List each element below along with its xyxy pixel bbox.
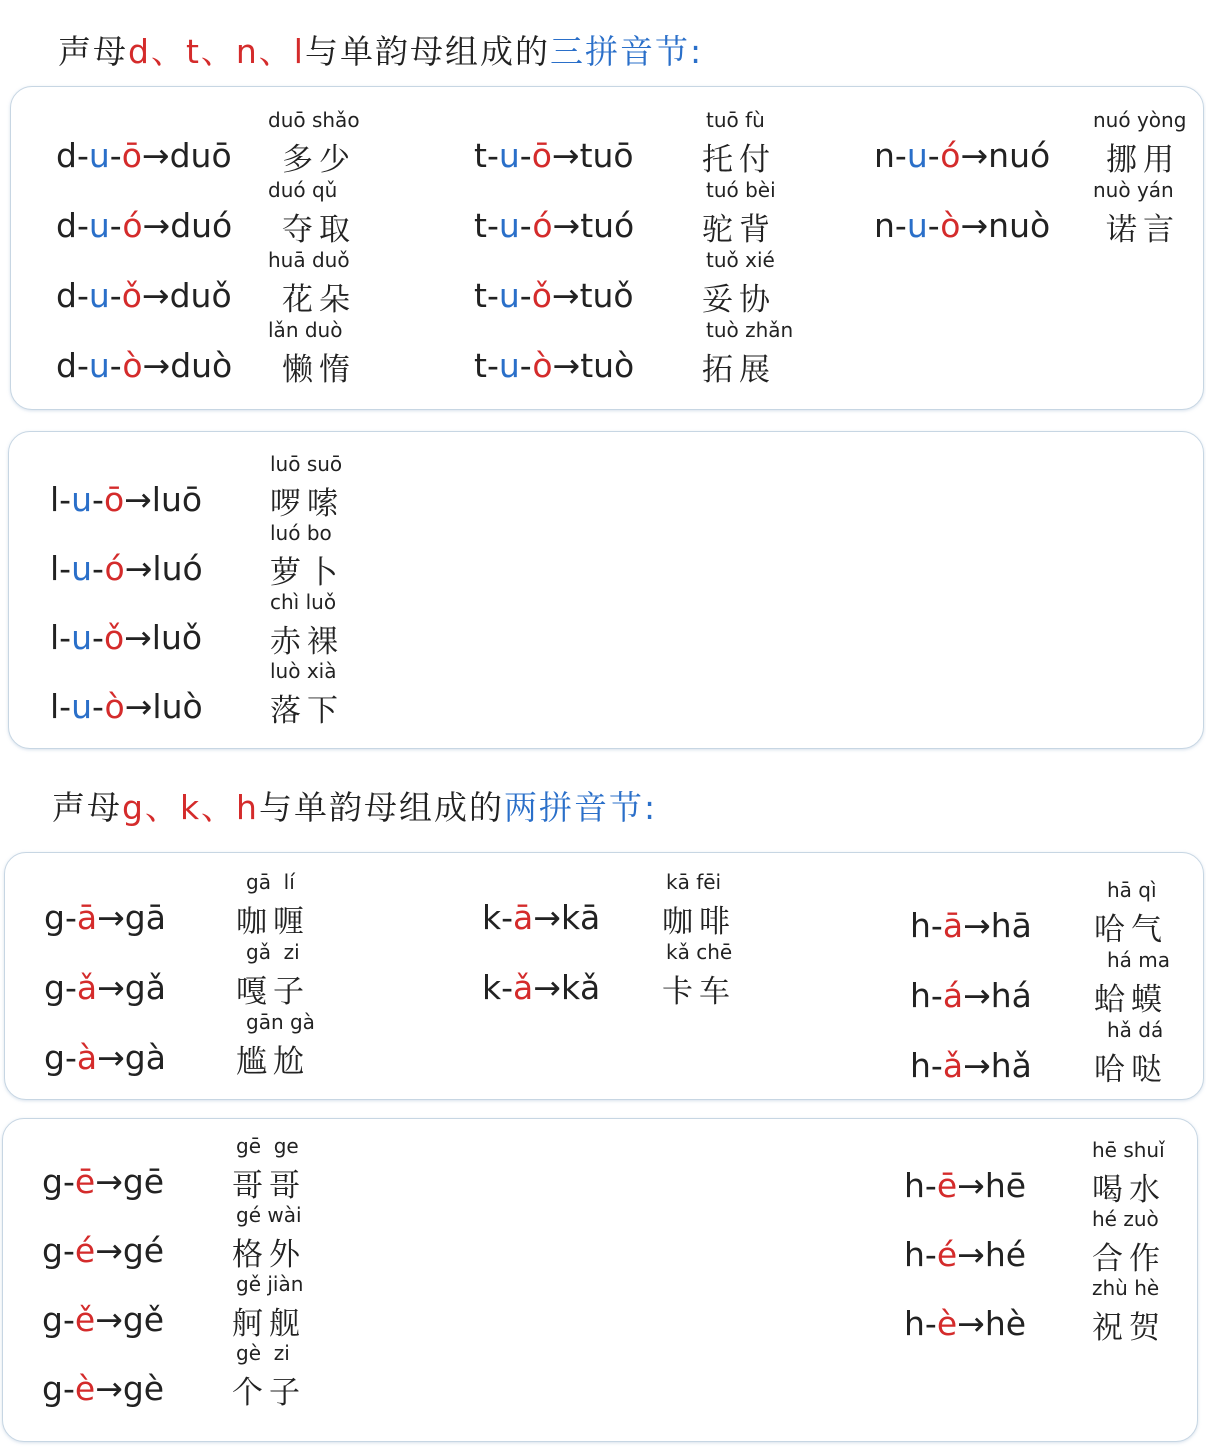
- word-pinyin: nuó yòng: [1093, 108, 1187, 132]
- syllable-formula: [482, 898, 600, 937]
- word-pinyin: hā qì: [1107, 878, 1157, 902]
- hyphen: -: [486, 206, 499, 245]
- initial-letter: h: [910, 976, 931, 1015]
- initial-letter: t: [474, 276, 487, 315]
- hyphen: -: [109, 276, 122, 315]
- final-vowel: è: [936, 1304, 958, 1343]
- word-pinyin: kǎ chē: [666, 940, 733, 964]
- initial-letter: l: [50, 549, 60, 588]
- example-word: 哥哥: [232, 1168, 306, 1204]
- hyphen: -: [109, 206, 123, 245]
- hyphen: -: [924, 1235, 937, 1274]
- final-vowel: ò: [532, 346, 553, 385]
- initial-letter: g: [44, 898, 65, 937]
- heading-mid: 与单韵母组成的: [258, 788, 504, 827]
- arrow-icon: →: [142, 206, 171, 245]
- word-pinyin: há ma: [1107, 948, 1171, 972]
- arrow-icon: →: [97, 968, 125, 1007]
- medial-vowel: u: [498, 276, 520, 315]
- initial-letter: d: [56, 206, 77, 245]
- syllable-formula: [56, 206, 232, 245]
- example-word: 萝卜: [270, 555, 344, 591]
- hyphen: -: [64, 968, 77, 1007]
- arrow-icon: →: [97, 1038, 125, 1077]
- hyphen: -: [92, 618, 104, 657]
- example-word: 拓展: [702, 352, 776, 388]
- example-word: 哈气: [1094, 912, 1168, 948]
- arrow-icon: →: [124, 480, 152, 519]
- syllable-formula: [44, 898, 166, 937]
- initial-letter: d: [56, 346, 77, 385]
- syllable-formula: [904, 1304, 1026, 1343]
- initial-letter: h: [904, 1304, 925, 1343]
- medial-vowel: u: [498, 136, 520, 175]
- hyphen: -: [64, 1038, 77, 1077]
- syllable-result: gè: [122, 1369, 165, 1408]
- hyphen: -: [501, 898, 514, 937]
- hyphen: -: [62, 1162, 75, 1201]
- medial-vowel: u: [71, 687, 93, 726]
- syllable-result: kǎ: [560, 968, 601, 1007]
- syllable-formula: [874, 206, 1050, 245]
- syllable-formula: [42, 1369, 164, 1408]
- initial-letter: g: [42, 1162, 63, 1201]
- initial-letter: d: [56, 136, 77, 175]
- syllable-result: duǒ: [169, 276, 232, 315]
- medial-vowel: u: [906, 136, 928, 175]
- syllable-formula: [904, 1166, 1026, 1205]
- syllable-formula: [50, 549, 203, 588]
- example-word: 舸舰: [232, 1306, 306, 1342]
- word-pinyin: hē shuǐ: [1092, 1138, 1165, 1162]
- example-word: 哈哒: [1094, 1052, 1168, 1088]
- arrow-icon: →: [533, 968, 561, 1007]
- word-pinyin: tuó bèi: [706, 178, 776, 202]
- word-pinyin: duó qǔ: [268, 178, 338, 202]
- arrow-icon: →: [552, 206, 581, 245]
- final-vowel: ō: [531, 136, 552, 175]
- hyphen: -: [486, 136, 499, 175]
- syllable-formula: [904, 1235, 1026, 1274]
- hyphen: -: [62, 1300, 75, 1339]
- arrow-icon: →: [963, 976, 991, 1015]
- initial-letter: g: [42, 1231, 63, 1270]
- syllable-result: gē: [122, 1162, 165, 1201]
- arrow-icon: →: [552, 346, 581, 385]
- example-word: 夺取: [282, 212, 356, 248]
- syllable-formula: [482, 968, 600, 1007]
- arrow-icon: →: [141, 136, 170, 175]
- word-pinyin: zhù hè: [1092, 1276, 1160, 1300]
- word-pinyin: gān gà: [246, 1010, 315, 1034]
- example-word: 咖啡: [662, 904, 736, 940]
- final-vowel: ò: [940, 206, 961, 245]
- medial-vowel: u: [88, 136, 110, 175]
- syllable-formula: [44, 968, 166, 1007]
- hyphen: -: [92, 687, 105, 726]
- medial-vowel: u: [88, 206, 110, 245]
- example-word: 妥协: [702, 282, 776, 318]
- syllable-formula: [50, 687, 203, 726]
- final-vowel: ó: [104, 549, 125, 588]
- hyphen: -: [519, 276, 532, 315]
- syllable-result: nuó: [988, 136, 1051, 175]
- word-pinyin: luó bo: [270, 521, 332, 545]
- arrow-icon: →: [95, 1162, 123, 1201]
- word-pinyin: duō shǎo: [268, 108, 360, 132]
- final-vowel: ó: [940, 136, 961, 175]
- syllable-formula: [874, 136, 1050, 175]
- syllable-result: tuó: [580, 206, 635, 245]
- initial-letter: l: [50, 687, 60, 726]
- syllable-result: hé: [984, 1235, 1027, 1274]
- hyphen: -: [59, 549, 72, 588]
- initial-letter: l: [50, 480, 60, 519]
- arrow-icon: →: [124, 549, 153, 588]
- syllable-result: luó: [152, 549, 203, 588]
- syllable-result: tuō: [579, 136, 634, 175]
- example-word: 多少: [282, 142, 356, 178]
- final-vowel: ǎ: [942, 1046, 964, 1085]
- heading-kind: 两拼音节: [503, 788, 644, 827]
- example-word: 花朵: [282, 282, 356, 318]
- hyphen: -: [64, 898, 77, 937]
- example-word: 诺言: [1106, 212, 1180, 248]
- word-pinyin: gē ge: [236, 1134, 299, 1158]
- initial-letter: t: [474, 136, 487, 175]
- arrow-icon: →: [963, 1046, 991, 1085]
- heading-mid: 与单韵母组成的: [304, 32, 550, 71]
- final-vowel: ǎ: [76, 968, 98, 1007]
- medial-vowel: u: [88, 346, 110, 385]
- medial-vowel: u: [88, 276, 110, 315]
- final-vowel: ò: [104, 687, 125, 726]
- example-word: 格外: [232, 1237, 306, 1273]
- initial-letter: g: [42, 1300, 63, 1339]
- final-vowel: ō: [121, 136, 142, 175]
- example-word: 蛤蟆: [1094, 982, 1168, 1018]
- word-pinyin: huā duǒ: [268, 248, 350, 272]
- syllable-result: hē: [984, 1166, 1027, 1205]
- final-vowel: ó: [532, 206, 553, 245]
- final-vowel: ā: [513, 898, 534, 937]
- hyphen: -: [59, 618, 72, 657]
- arrow-icon: →: [551, 136, 580, 175]
- initial-letter: n: [874, 136, 895, 175]
- initial-letter: g: [44, 1038, 65, 1077]
- final-vowel: è: [74, 1369, 96, 1408]
- syllable-formula: [44, 1038, 166, 1077]
- arrow-icon: →: [957, 1166, 985, 1205]
- syllable-result: luò: [152, 687, 203, 726]
- final-vowel: ě: [74, 1300, 96, 1339]
- syllable-formula: [910, 976, 1032, 1015]
- word-pinyin: tuǒ xié: [706, 248, 775, 272]
- final-vowel: á: [942, 976, 964, 1015]
- word-pinyin: gǎ zi: [246, 940, 300, 964]
- hyphen: -: [894, 136, 907, 175]
- arrow-icon: →: [551, 276, 580, 315]
- final-vowel: ǒ: [121, 276, 142, 315]
- heading-kind: 三拼音节: [549, 32, 690, 71]
- hyphen: -: [930, 906, 943, 945]
- section-heading-three-part: [58, 26, 703, 73]
- word-pinyin: gé wài: [236, 1203, 302, 1227]
- hyphen: -: [62, 1231, 75, 1270]
- syllable-result: hǎ: [990, 1046, 1032, 1085]
- initial-letter: n: [874, 206, 895, 245]
- hyphen: -: [486, 346, 499, 385]
- heading-colon: :: [643, 788, 658, 827]
- arrow-icon: →: [124, 618, 152, 657]
- syllable-result: duò: [170, 346, 233, 385]
- hyphen: -: [519, 206, 533, 245]
- hyphen: -: [62, 1369, 75, 1408]
- word-pinyin: gě jiàn: [236, 1272, 304, 1296]
- example-word: 嘎子: [236, 974, 310, 1010]
- initial-letter: l: [50, 618, 60, 657]
- final-vowel: é: [936, 1235, 958, 1274]
- final-vowel: ā: [76, 898, 98, 937]
- syllable-result: tuǒ: [579, 276, 634, 315]
- syllable-result: gà: [124, 1038, 166, 1077]
- word-pinyin: kā fēi: [666, 870, 722, 894]
- example-word: 个子: [232, 1375, 306, 1411]
- word-pinyin: chì luǒ: [270, 590, 337, 614]
- syllable-formula: [50, 618, 202, 657]
- syllable-formula: [42, 1231, 164, 1270]
- medial-vowel: u: [71, 618, 93, 657]
- hyphen: -: [927, 206, 941, 245]
- example-word: 祝贺: [1092, 1310, 1166, 1346]
- arrow-icon: →: [95, 1231, 123, 1270]
- example-word: 落下: [270, 693, 344, 729]
- word-pinyin: tuō fù: [706, 108, 765, 132]
- hyphen: -: [501, 968, 514, 1007]
- word-pinyin: lǎn duò: [268, 318, 343, 342]
- initial-letter: g: [42, 1369, 63, 1408]
- syllable-formula: [474, 206, 634, 245]
- syllable-formula: [50, 480, 202, 519]
- word-pinyin: luò xià: [270, 659, 337, 683]
- arrow-icon: →: [957, 1235, 985, 1274]
- example-word: 咖喱: [236, 904, 310, 940]
- syllable-formula: [910, 906, 1032, 945]
- hyphen: -: [924, 1166, 937, 1205]
- syllable-result: gā: [124, 898, 166, 937]
- example-word: 喝水: [1092, 1172, 1166, 1208]
- syllable-result: gǎ: [124, 968, 166, 1007]
- initial-letter: t: [474, 206, 487, 245]
- section-heading-two-part: [52, 782, 657, 829]
- initial-letter: h: [910, 906, 931, 945]
- syllable-formula: [474, 276, 634, 315]
- arrow-icon: →: [960, 206, 989, 245]
- heading-initials: d、t、n、l: [128, 32, 305, 71]
- arrow-icon: →: [124, 687, 153, 726]
- example-word: 合作: [1092, 1241, 1166, 1277]
- initial-letter: h: [904, 1235, 925, 1274]
- hyphen: -: [92, 480, 104, 519]
- syllable-result: há: [990, 976, 1032, 1015]
- hyphen: -: [924, 1304, 937, 1343]
- arrow-icon: →: [97, 898, 125, 937]
- final-vowel: ó: [122, 206, 143, 245]
- arrow-icon: →: [142, 346, 171, 385]
- heading-initials: g、k、h: [122, 788, 259, 827]
- syllable-result: duó: [170, 206, 233, 245]
- hyphen: -: [930, 1046, 943, 1085]
- initial-letter: k: [482, 898, 502, 937]
- hyphen: -: [76, 346, 89, 385]
- word-pinyin: hé zuò: [1092, 1207, 1159, 1231]
- hyphen: -: [59, 480, 72, 519]
- example-word: 懒惰: [282, 352, 356, 388]
- example-word: 赤裸: [270, 624, 344, 660]
- syllable-result: luǒ: [151, 618, 203, 657]
- syllable-result: tuò: [580, 346, 635, 385]
- syllable-formula: [56, 136, 232, 175]
- final-vowel: ō: [103, 480, 125, 519]
- word-pinyin: nuò yán: [1093, 178, 1174, 202]
- initial-letter: g: [44, 968, 65, 1007]
- initial-letter: h: [910, 1046, 931, 1085]
- final-vowel: ē: [936, 1166, 958, 1205]
- initial-letter: t: [474, 346, 487, 385]
- medial-vowel: u: [498, 206, 520, 245]
- example-word: 卡车: [662, 974, 736, 1010]
- hyphen: -: [59, 687, 72, 726]
- medial-vowel: u: [71, 549, 93, 588]
- final-vowel: ē: [74, 1162, 96, 1201]
- syllable-result: hā: [990, 906, 1032, 945]
- final-vowel: ò: [122, 346, 143, 385]
- syllable-formula: [42, 1300, 164, 1339]
- example-word: 托付: [702, 142, 776, 178]
- syllable-result: hè: [984, 1304, 1027, 1343]
- arrow-icon: →: [957, 1304, 985, 1343]
- initial-letter: k: [482, 968, 502, 1007]
- medial-vowel: u: [906, 206, 928, 245]
- arrow-icon: →: [141, 276, 170, 315]
- final-vowel: ā: [942, 906, 964, 945]
- hyphen: -: [894, 206, 907, 245]
- final-vowel: à: [76, 1038, 98, 1077]
- example-word: 驼背: [702, 212, 776, 248]
- hyphen: -: [109, 346, 123, 385]
- word-pinyin: tuò zhǎn: [706, 318, 794, 342]
- heading-prefix: 声母: [58, 32, 128, 71]
- hyphen: -: [519, 136, 532, 175]
- syllable-formula: [56, 346, 232, 385]
- example-word: 尴尬: [236, 1044, 310, 1080]
- word-pinyin: gè zi: [236, 1341, 290, 1365]
- final-vowel: ǎ: [513, 968, 534, 1007]
- final-vowel: ǒ: [531, 276, 552, 315]
- arrow-icon: →: [963, 906, 991, 945]
- syllable-result: gě: [122, 1300, 165, 1339]
- syllable-formula: [56, 276, 232, 315]
- arrow-icon: →: [95, 1300, 123, 1339]
- hyphen: -: [927, 136, 941, 175]
- syllable-formula: [910, 1046, 1032, 1085]
- initial-letter: d: [56, 276, 77, 315]
- hyphen: -: [486, 276, 499, 315]
- syllable-result: gé: [122, 1231, 165, 1270]
- arrow-icon: →: [533, 898, 561, 937]
- heading-colon: :: [689, 32, 704, 71]
- syllable-result: nuò: [988, 206, 1051, 245]
- medial-vowel: u: [71, 480, 93, 519]
- syllable-formula: [474, 136, 634, 175]
- initial-letter: h: [904, 1166, 925, 1205]
- word-pinyin: gā lí: [246, 870, 295, 894]
- final-vowel: é: [74, 1231, 96, 1270]
- hyphen: -: [109, 136, 122, 175]
- hyphen: -: [76, 276, 89, 315]
- heading-prefix: 声母: [52, 788, 122, 827]
- arrow-icon: →: [95, 1369, 123, 1408]
- syllable-result: luō: [151, 480, 203, 519]
- example-word: 啰嗦: [270, 486, 344, 522]
- word-pinyin: luō suō: [270, 452, 343, 476]
- hyphen: -: [92, 549, 105, 588]
- hyphen: -: [519, 346, 533, 385]
- medial-vowel: u: [498, 346, 520, 385]
- arrow-icon: →: [960, 136, 989, 175]
- final-vowel: ǒ: [103, 618, 125, 657]
- hyphen: -: [76, 136, 89, 175]
- syllable-formula: [42, 1162, 164, 1201]
- example-word: 挪用: [1106, 142, 1180, 178]
- word-pinyin: hǎ dá: [1107, 1018, 1164, 1042]
- hyphen: -: [76, 206, 89, 245]
- hyphen: -: [930, 976, 943, 1015]
- syllable-result: kā: [560, 898, 601, 937]
- syllable-formula: [474, 346, 634, 385]
- syllable-result: duō: [169, 136, 232, 175]
